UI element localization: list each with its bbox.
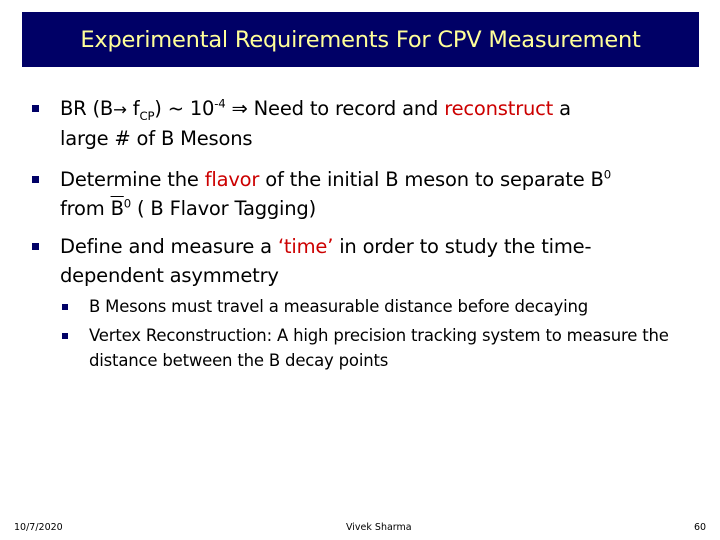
separate-text: of the initial B meson to separate B: [259, 168, 604, 191]
square-bullet-icon: [62, 304, 68, 310]
br-value: ) ~ 10: [154, 97, 215, 120]
exponent: -4: [214, 96, 226, 111]
time-highlight: ‘time’: [277, 235, 334, 258]
cp-subscript: CP: [139, 108, 155, 123]
sub-bullet-text: Vertex Reconstruction: A high precision tracking system to measure the distance between the B decay points: [89, 326, 669, 370]
bullet-flavor-text: [60, 165, 690, 223]
bbar0-superscript: 0: [123, 196, 132, 211]
a-text: a: [553, 97, 571, 120]
bullet-br-line2: large # of B Mesons: [60, 127, 253, 150]
bullet-time-text: [60, 232, 690, 290]
right-arrow-symbol: →: [113, 100, 127, 119]
flavor-tagging-text: ( B Flavor Tagging): [131, 197, 317, 220]
slide-title: Experimental Requirements For CPV Measurement: [80, 26, 641, 53]
footer-author: Vivek Sharma: [346, 522, 412, 533]
title-bar: [22, 12, 699, 67]
footer-page-number: 60: [694, 522, 707, 533]
need-text: Need to record and: [253, 97, 445, 120]
bullet-br-text: [60, 94, 690, 153]
f-label: f: [126, 97, 140, 120]
sub-bullet-text: B Mesons must travel a measurable distance before decaying: [89, 297, 588, 316]
square-bullet-icon: [32, 243, 39, 250]
bullet-time-line2: dependent asymmetry: [60, 264, 279, 287]
b-bar-symbol: $\overline{B}$: [110, 197, 124, 220]
square-bullet-icon: [32, 176, 39, 183]
reconstruct-highlight: reconstruct: [444, 97, 554, 120]
study-text: in order to study the time-: [333, 235, 592, 258]
from-text: from: [60, 197, 111, 220]
determine-text: Determine the: [60, 168, 205, 191]
square-bullet-icon: [62, 333, 68, 339]
square-bullet-icon: [32, 105, 39, 112]
footer-date: 10/7/2020: [14, 522, 63, 533]
define-text: Define and measure a: [60, 235, 278, 258]
b0-superscript: 0: [603, 167, 611, 182]
implies-symbol: ⇒: [225, 97, 254, 120]
br-label: BR (B: [60, 97, 114, 120]
flavor-highlight: flavor: [204, 168, 260, 191]
